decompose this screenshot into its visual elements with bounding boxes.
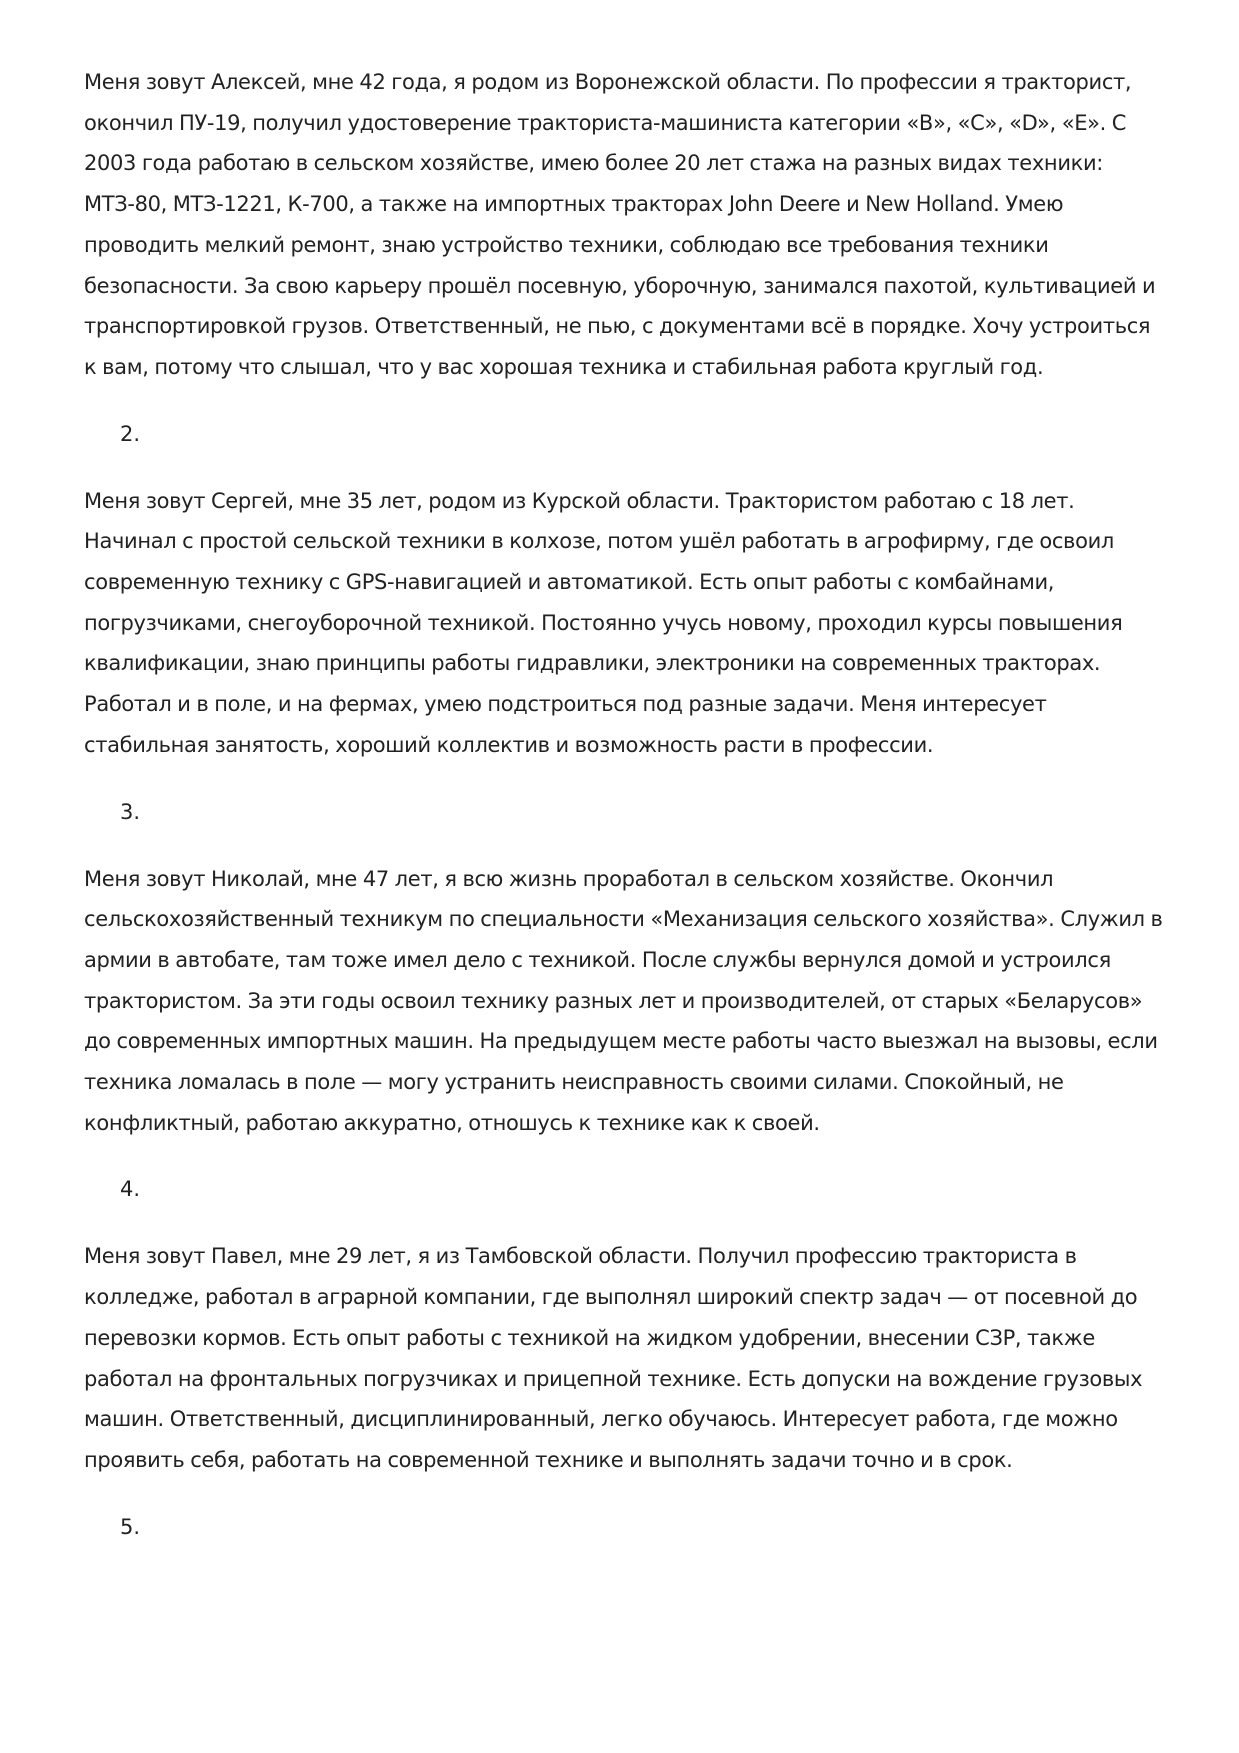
list-number-4: 4. — [120, 1177, 141, 1202]
document-page — [84, 62, 1164, 1547]
candidate-paragraph-2: Меня зовут Сергей, мне 35 лет, родом из Курской области. Трактористом работаю с 18 лет. Начинал с простой сельской техники в колхозе, потом ушёл работать в агрофирму, где освоил современную технику с GPS-навигацией и автоматикой. Есть опыт работы с комбайнами, погрузчиками, снегоуборочной техникой. Постоянно учусь новому, проходил курсы повышения квалификации, знаю принципы работы гидравлики, электроники на современных тракторах. Работал и в поле, и на фермах, умею подстроиться под разные задачи. Меня интересует стабильная занятость, хороший коллектив и возможность расти в профессии. — [84, 488, 1123, 757]
candidate-paragraph-3: Меня зовут Николай, мне 47 лет, я всю жизнь проработал в сельском хозяйстве. Окончил сельскохозяйственный техникум по специальности «Механизация сельского хозяйства». Служил в армии в автобате, там тоже имел дело с техникой. После службы вернулся домой и устроился трактористом. За эти годы освоил технику разных лет и производителей, от старых «Беларусов» до современных импортных машин. На предыдущем месте работы часто выезжал на вызовы, если техника ломалась в поле — могу устранить неисправность своими силами. Спокойный, не конфликтный, работаю аккуратно, отношусь к технике как к своей. — [84, 866, 1163, 1135]
list-number-2: 2. — [120, 421, 141, 446]
candidate-paragraph-4: Меня зовут Павел, мне 29 лет, я из Тамбовской области. Получил профессию тракториста в колледже, работал в аграрной компании, где выполнял широкий спектр задач — от посевной до перевозки кормов. Есть опыт работы с техникой на жидком удобрении, внесении СЗР, также работал на фронтальных погрузчиках и прицепной технике. Есть допуски на вождение грузовых машин. Ответственный, дисциплинированный, легко обучаюсь. Интересует работа, где можно проявить себя, работать на современной технике и выполнять задачи точно и в срок. — [84, 1244, 1143, 1472]
list-number-3: 3. — [120, 799, 141, 824]
candidate-paragraph-1: Меня зовут Алексей, мне 42 года, я родом из Воронежской области. По профессии я тракторист, окончил ПУ-19, получил удостоверение тракториста-машиниста категории «В», «С», «D», «Е». С 2003 года работаю в сельском хозяйстве, имею более 20 лет стажа на разных видах техники: МТЗ-80, МТЗ-1221, К-700, а также на импортных тракторах John Deere и New Holland. Умею проводить мелкий ремонт, знаю устройство техники, соблюдаю все требования техники безопасности. За свою карьеру прошёл посевную, уборочную, занимался пахотой, культивацией и транспортировкой грузов. Ответственный, не пью, с документами всё в порядке. Хочу устроиться к вам, потому что слышал, что у вас хорошая техника и стабильная работа круглый год. — [84, 70, 1156, 379]
list-number-5: 5. — [120, 1514, 141, 1539]
